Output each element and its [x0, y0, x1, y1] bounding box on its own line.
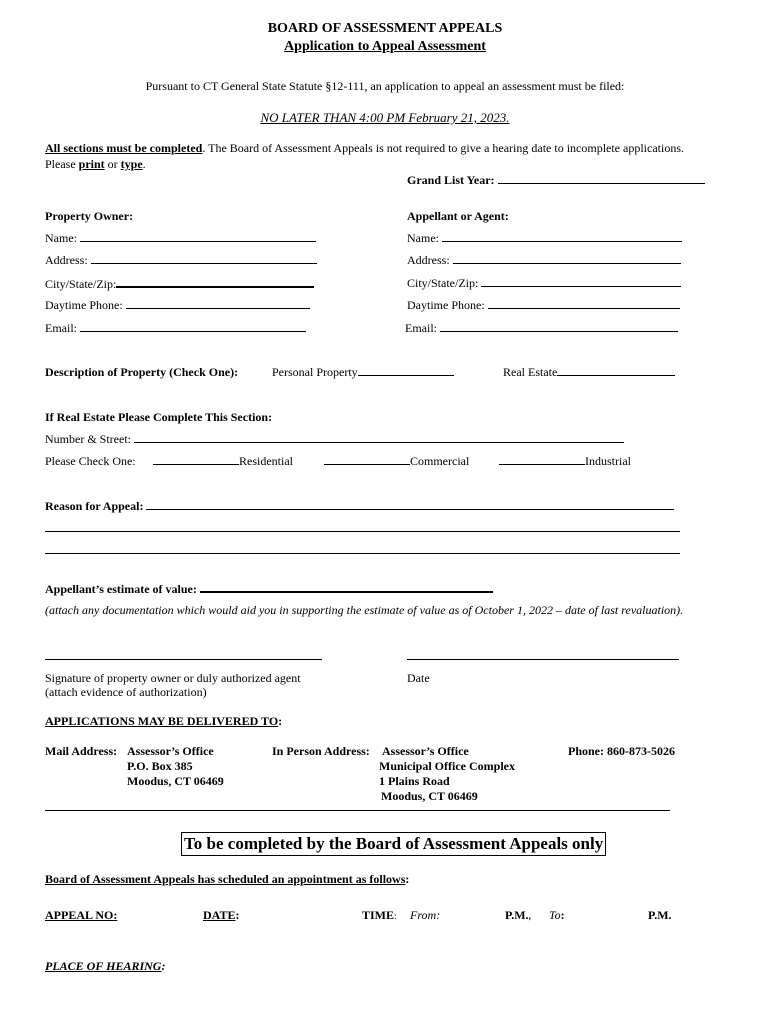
owner-city-state-zip-field[interactable]: City/State/Zip: — [45, 276, 314, 292]
description-label: Description of Property (Check One): — [45, 365, 239, 379]
print-or-type-instruction: Please print or type. — [45, 157, 146, 171]
to-label: To: — [549, 908, 565, 922]
form-subtitle: Application to Appeal Assessment — [284, 39, 486, 54]
in-person-line-4: Moodus, CT 06469 — [381, 789, 478, 803]
agent-phone-field[interactable]: Daytime Phone: — [407, 298, 680, 313]
real-estate-option[interactable]: Real Estate — [503, 365, 675, 380]
estimate-of-value-field[interactable]: Appellant’s estimate of value: — [45, 581, 493, 597]
date-field-label: DATE: — [203, 908, 240, 922]
agent-city-state-zip-field[interactable]: City/State/Zip: — [407, 276, 681, 291]
pm-to-label: P.M. — [648, 908, 672, 922]
agent-address-field[interactable]: Address: — [407, 253, 681, 268]
grand-list-year-field[interactable]: Grand List Year: — [407, 173, 705, 188]
property-owner-heading: Property Owner: — [45, 209, 134, 223]
residential-option[interactable]: Residential — [153, 454, 293, 469]
board-only-heading: To be completed by the Board of Assessment Appeals only — [181, 832, 606, 856]
time-label: TIME: — [362, 908, 397, 922]
mail-address-line-3: Moodus, CT 06469 — [127, 774, 224, 788]
mail-address-line-1: Assessor’s Office — [127, 744, 214, 758]
appeal-no-label: APPEAL NO: — [45, 908, 118, 922]
estimate-note: (attach any documentation which would aid you in supporting the estimate of value as of October 1, 2022 – date of last revaluation). — [45, 603, 684, 617]
instructions: All sections must be completed. The Board of Assessment Appeals is not required to give a hearing date to incomplete applications. — [45, 141, 684, 155]
delivery-heading: APPLICATIONS MAY BE DELIVERED TO: — [45, 714, 283, 728]
owner-name-field[interactable]: Name: — [45, 231, 316, 246]
owner-email-field[interactable]: Email: — [45, 321, 306, 336]
appellant-agent-heading: Appellant or Agent: — [407, 209, 509, 223]
mail-address-label: Mail Address: — [45, 744, 118, 758]
street-field[interactable]: Number & Street: — [45, 432, 624, 447]
all-sections-required: All sections must be completed — [45, 141, 203, 155]
statute-text: Pursuant to CT General State Statute §12-111, an application to appeal an assessment must be filed: — [145, 79, 625, 93]
owner-address-field[interactable]: Address: — [45, 253, 317, 268]
agent-name-field[interactable]: Name: — [407, 231, 682, 246]
form-title: BOARD OF ASSESSMENT APPEALS — [267, 21, 503, 36]
in-person-line-2: Municipal Office Complex — [379, 759, 515, 773]
date-line[interactable] — [407, 659, 679, 660]
mail-address-line-2: P.O. Box 385 — [127, 759, 193, 773]
commercial-option[interactable]: Commercial — [324, 454, 469, 469]
agent-email-field[interactable]: Email: — [405, 321, 678, 336]
scheduled-appointment-label: Board of Assessment Appeals has scheduled an appointment as follows: — [45, 872, 410, 886]
reason-for-appeal-field[interactable]: Reason for Appeal: — [45, 499, 674, 514]
in-person-line-3: 1 Plains Road — [379, 774, 450, 788]
pm-from-label: P.M., — [505, 908, 531, 922]
in-person-label: In Person Address: — [272, 744, 370, 758]
filing-deadline: NO LATER THAN 4:00 PM February 21, 2023. — [260, 110, 510, 125]
signature-line[interactable] — [45, 659, 322, 660]
authorization-note: (attach evidence of authorization) — [45, 685, 207, 699]
personal-property-option[interactable]: Personal Property — [272, 365, 454, 380]
real-estate-heading: If Real Estate Please Complete This Section: — [45, 410, 273, 424]
owner-phone-field[interactable]: Daytime Phone: — [45, 298, 310, 313]
office-phone: Phone: 860-873-5026 — [568, 744, 675, 758]
in-person-line-1: Assessor’s Office — [382, 744, 469, 758]
signature-label: Signature of property owner or duly authorized agent — [45, 671, 301, 685]
check-one-label: Please Check One: — [45, 454, 136, 468]
reason-line-3[interactable] — [45, 553, 680, 554]
section-divider — [45, 810, 670, 811]
place-of-hearing-label: PLACE OF HEARING: — [45, 959, 166, 973]
reason-line-2[interactable] — [45, 531, 680, 532]
industrial-option[interactable]: Industrial — [499, 454, 631, 469]
from-label: From: — [410, 908, 441, 922]
date-label: Date — [407, 671, 430, 685]
